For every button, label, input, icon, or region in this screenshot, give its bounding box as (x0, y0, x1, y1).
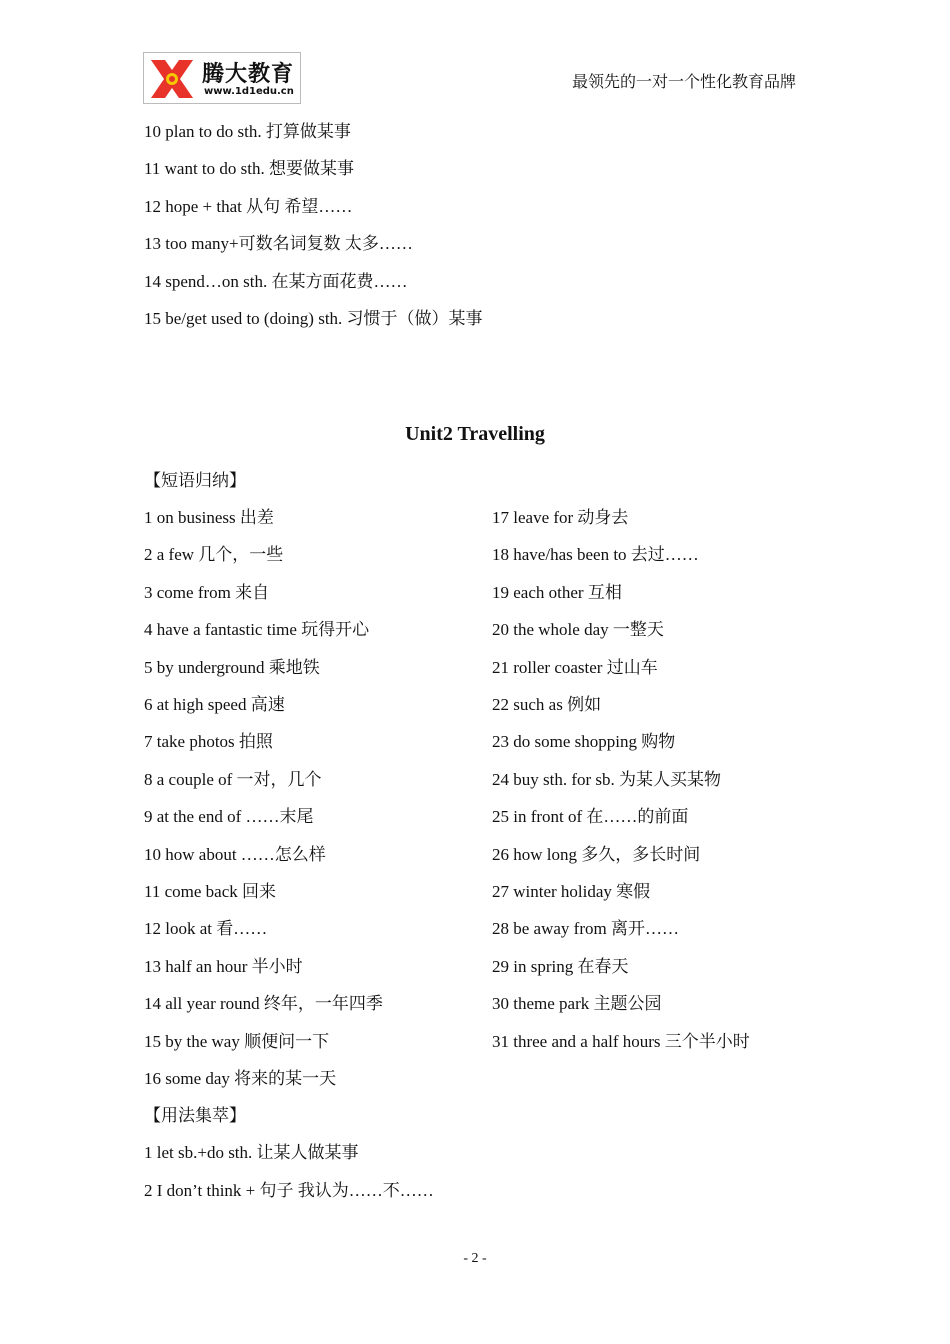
unit-title: Unit2 Travelling (405, 423, 545, 445)
list-item: 27 winter holiday 寒假 (492, 882, 651, 901)
phrases-heading: 【短语归纳】 (144, 471, 246, 490)
list-item: 7 take photos 拍照 (144, 732, 273, 751)
list-item: 19 each other 互相 (492, 583, 622, 602)
list-item: 23 do some shopping 购物 (492, 732, 676, 751)
list-item: 28 be away from 离开…… (492, 919, 679, 938)
list-item: 11 want to do sth. 想要做某事 (144, 159, 354, 178)
page-number: - 2 - (463, 1251, 487, 1266)
list-item: 15 by the way 顺便问一下 (144, 1032, 330, 1051)
list-item: 15 be/get used to (doing) sth. 习惯于（做）某事 (144, 309, 483, 328)
list-item: 2 a few 几个，一些 (144, 545, 284, 564)
list-item: 1 on business 出差 (144, 508, 274, 527)
list-item: 20 the whole day 一整天 (492, 620, 664, 639)
list-item: 24 buy sth. for sb. 为某人买某物 (492, 770, 722, 789)
list-item: 14 spend…on sth. 在某方面花费…… (144, 272, 408, 291)
list-item: 12 hope + that 从句 希望…… (144, 197, 353, 216)
list-item: 2 I don’t think + 句子 我认为……不…… (144, 1181, 434, 1200)
list-item: 29 in spring 在春天 (492, 957, 629, 976)
list-item: 10 how about ……怎么样 (144, 845, 326, 864)
list-item: 11 come back 回来 (144, 882, 277, 901)
list-item: 18 have/has been to 去过…… (492, 545, 699, 564)
company-logo (143, 52, 301, 104)
logo-x-icon (147, 56, 197, 102)
usage-heading: 【用法集萃】 (144, 1106, 246, 1125)
list-item: 9 at the end of ……末尾 (144, 807, 314, 826)
list-item: 13 too many+可数名词复数 太多…… (144, 234, 413, 253)
list-item: 10 plan to do sth. 打算做某事 (144, 122, 351, 141)
list-item: 25 in front of 在……的前面 (492, 807, 689, 826)
list-item: 22 such as 例如 (492, 695, 602, 714)
list-item: 4 have a fantastic time 玩得开心 (144, 620, 370, 639)
list-item: 21 roller coaster 过山车 (492, 658, 658, 677)
list-item: 26 how long 多久，多长时间 (492, 845, 701, 864)
list-item: 8 a couple of 一对，几个 (144, 770, 322, 789)
list-item: 31 three and a half hours 三个半小时 (492, 1032, 750, 1051)
logo-url: www.1d1edu.cn (204, 86, 294, 97)
header-slogan: 最领先的一对一个性化教育品牌 (572, 72, 797, 91)
list-item: 6 at high speed 高速 (144, 695, 285, 714)
list-item: 5 by underground 乘地铁 (144, 658, 320, 677)
logo-name: 腾大教育 (202, 62, 295, 87)
list-item: 30 theme park 主题公园 (492, 994, 662, 1013)
list-item: 14 all year round 终年，一年四季 (144, 994, 383, 1013)
list-item: 3 come from 来自 (144, 583, 270, 602)
list-item: 13 half an hour 半小时 (144, 957, 303, 976)
list-item: 12 look at 看…… (144, 919, 268, 938)
list-item: 1 let sb.+do sth. 让某人做某事 (144, 1143, 359, 1162)
list-item: 17 leave for 动身去 (492, 508, 629, 527)
list-item: 16 some day 将来的某一天 (144, 1069, 337, 1088)
